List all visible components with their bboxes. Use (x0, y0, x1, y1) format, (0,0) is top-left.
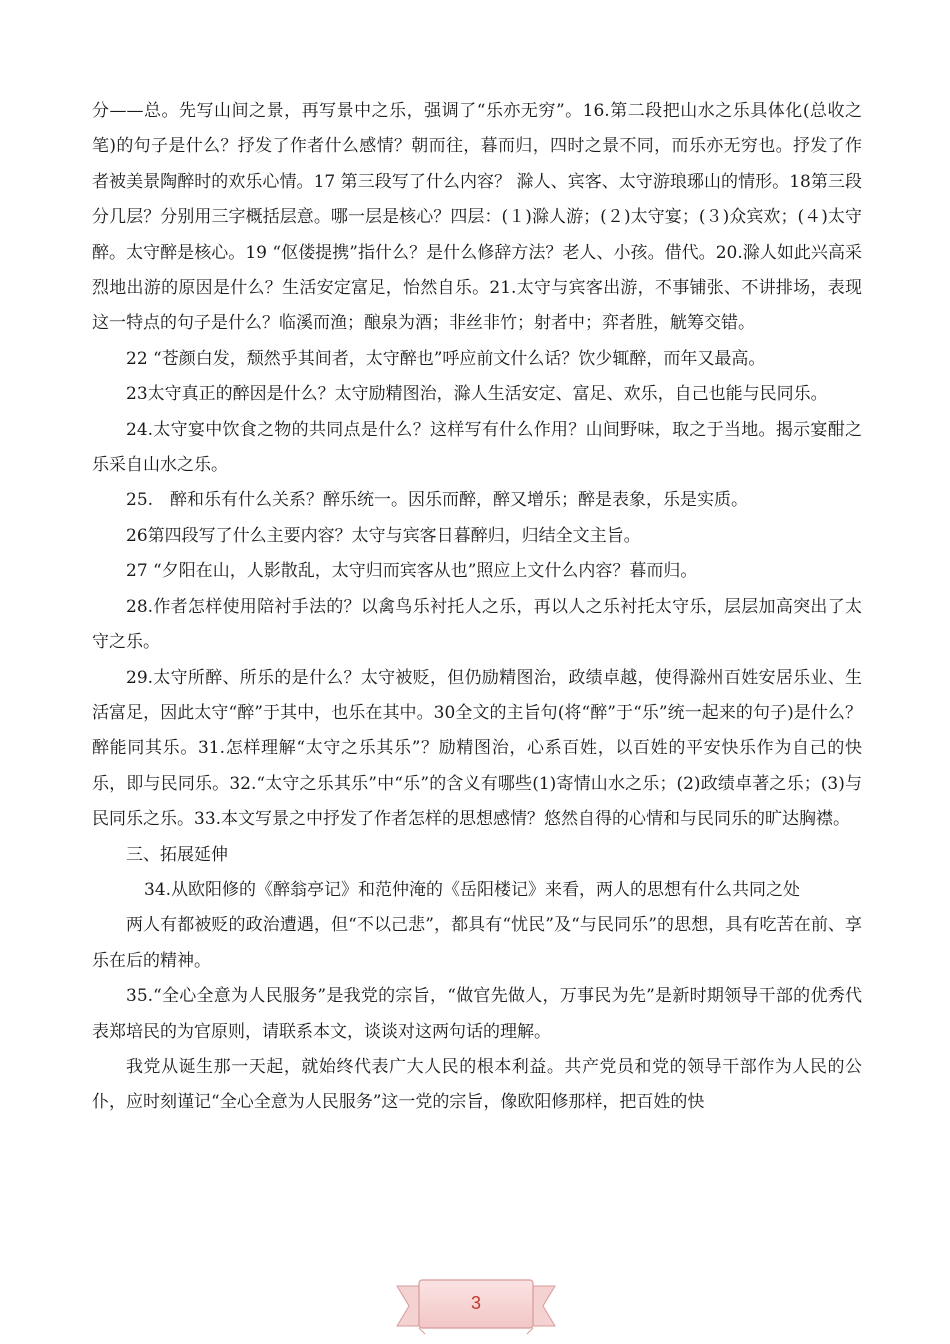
page-number: 3 (470, 1293, 481, 1313)
paragraph: 28.作者怎样使用陪衬手法的？以禽鸟乐衬托人之乐，再以人之乐衬托太守乐，层层加高突出了太守之乐。 (92, 596, 862, 653)
paragraph: 26第四段写了什么主要内容？太守与宾客日暮醉归，归结全文主旨。 (126, 525, 641, 546)
page-number-badge (395, 1276, 557, 1338)
paragraph: 34.从欧阳修的《醉翁亭记》和范仲淹的《岳阳楼记》来看，两人的思想有什么共同之处 (144, 879, 801, 900)
paragraph: 分——总。先写山间之景，再写景中之乐，强调了“乐亦无穷”。16.第二段把山水之乐具体化(总收之笔)的句子是什么？抒发了作者什么感情？朝而往，暮而归，四时之景不同，而乐亦无穷也。抒发了作者被美景陶醉时的欢乐心情。17 第三段写了什么内容？ 滁人、宾客、太守游琅琊山的情形。18第三段分几层？分别用三字概括层意。哪一层是核心？四层：(１)滁人游；(２)太守宴；(３)众宾欢；(４)太守醉。太守醉是核心。19 “伛偻提携”指什么？是什么修辞方法？老人、小孩。借代。20.滁人如此兴高采烈地出游的原因是什么？生活安定富足，怡然自乐。21.太守与宾客出游，不事铺张、不讲排场，表现这一特点的句子是什么？临溪而渔；酿泉为酒；非丝非竹；射者中；弈者胜，觥筹交错。 (92, 101, 862, 334)
paragraph: 29.太守所醉、所乐的是什么？太守被贬，但仍励精图治，政绩卓越，使得滁州百姓安居乐业、生活富足，因此太守“醉”于其中，也乐在其中。30全文的主旨句(将“醉”于“乐”统一起来的句子)是什么？醉能同其乐。31.怎样理解“太守之乐其乐”？励精图治，心系百姓，以百姓的平安快乐作为自己的快乐，即与民同乐。32.“太守之乐其乐”中“乐”的含义有哪些(1)寄情山水之乐；(2)政绩卓著之乐；(3)与民同乐之乐。33.本文写景之中抒发了作者怎样的思想感情？悠然自得的心情和与民同乐的旷达胸襟。 (92, 667, 862, 830)
paragraph: 25. 醉和乐有什么关系？醉乐统一。因乐而醉，醉又增乐；醉是表象，乐是实质。 (126, 490, 749, 511)
paragraph: 27 “夕阳在山，人影散乱，太守归而宾客从也”照应上文什么内容？暮而归。 (126, 561, 698, 582)
paragraph: 我党从诞生那一天起，就始终代表广大人民的根本利益。共产党员和党的领导干部作为人民的公仆，应时刻谨记“全心全意为人民服务”这一党的宗旨，像欧阳修那样，把百姓的快 (92, 1056, 862, 1113)
paragraph: 24.太守宴中饮食之物的共同点是什么？这样写有什么作用？山间野味，取之于当地。揭示宴酣之乐采自山水之乐。 (92, 419, 862, 476)
paragraph: 23太守真正的醉因是什么？太守励精图治，滁人生活安定、富足、欢乐，自己也能与民同乐。 (126, 384, 828, 405)
paragraph: 35.“全心全意为人民服务”是我党的宗旨，“做官先做人，万事民为先”是新时期领导干部的优秀代表郑培民的为官原则，请联系本文，谈谈对这两句话的理解。 (92, 986, 862, 1042)
paragraph: 22 “苍颜白发，颓然乎其间者，太守醉也”呼应前文什么话？饮少辄醉，而年又最高。 (126, 348, 766, 369)
paragraph: 两人有都被贬的政治遭遇，但“不以己悲”，都具有“忧民”及“与民同乐”的思想，具有吃苦在前、享乐在后的精神。 (92, 915, 862, 971)
document-body (92, 94, 862, 1121)
paragraph: 三、拓展延伸 (126, 844, 228, 865)
